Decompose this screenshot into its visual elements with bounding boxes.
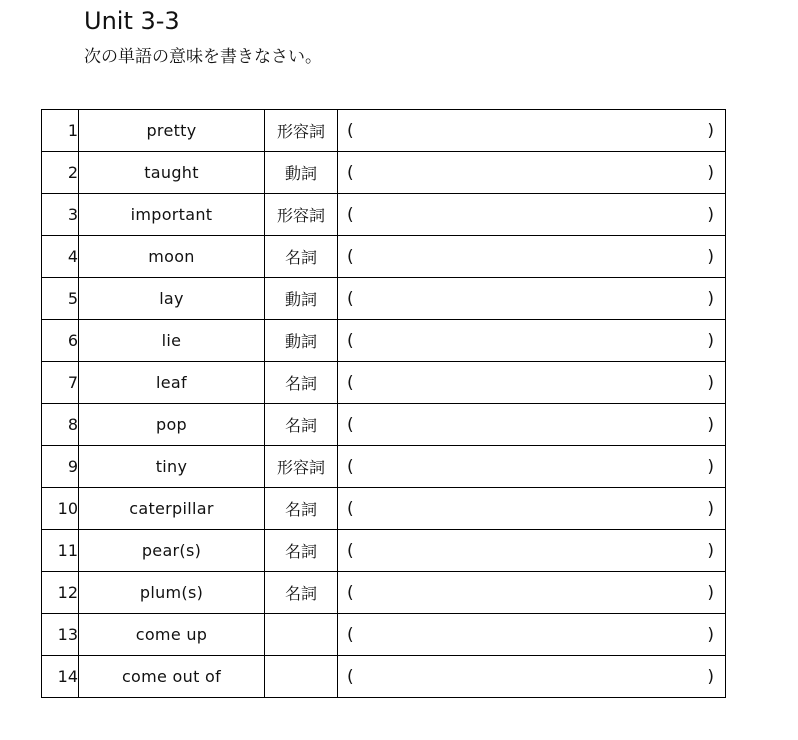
row-number: 6	[42, 320, 79, 362]
row-number: 8	[42, 404, 79, 446]
page-title: Unit 3-3	[84, 7, 180, 35]
close-paren: )	[707, 624, 714, 645]
english-word: pear(s)	[79, 530, 265, 572]
open-paren: (	[347, 666, 354, 687]
answer-field[interactable]	[338, 236, 726, 278]
part-of-speech	[265, 614, 338, 656]
row-number: 9	[42, 446, 79, 488]
part-of-speech: 動詞	[265, 278, 338, 320]
row-number: 5	[42, 278, 79, 320]
english-word: pretty	[79, 110, 265, 152]
row-number: 4	[42, 236, 79, 278]
vocabulary-table	[41, 109, 726, 698]
open-paren: (	[347, 414, 354, 435]
open-paren: (	[347, 204, 354, 225]
english-word: come out of	[79, 656, 265, 698]
answer-field[interactable]	[338, 110, 726, 152]
table-row	[42, 278, 726, 320]
open-paren: (	[347, 330, 354, 351]
open-paren: (	[347, 120, 354, 141]
close-paren: )	[707, 666, 714, 687]
close-paren: )	[707, 372, 714, 393]
table-row	[42, 110, 726, 152]
row-number: 1	[42, 110, 79, 152]
table-row	[42, 320, 726, 362]
part-of-speech: 動詞	[265, 152, 338, 194]
answer-field[interactable]	[338, 404, 726, 446]
part-of-speech: 動詞	[265, 320, 338, 362]
instruction-text: 次の単語の意味を書きなさい。	[84, 47, 322, 67]
part-of-speech: 名詞	[265, 404, 338, 446]
row-number: 7	[42, 362, 79, 404]
close-paren: )	[707, 498, 714, 519]
english-word: lie	[79, 320, 265, 362]
row-number: 14	[42, 656, 79, 698]
english-word: taught	[79, 152, 265, 194]
english-word: tiny	[79, 446, 265, 488]
open-paren: (	[347, 288, 354, 309]
close-paren: )	[707, 330, 714, 351]
answer-field[interactable]	[338, 488, 726, 530]
answer-field[interactable]	[338, 278, 726, 320]
english-word: important	[79, 194, 265, 236]
english-word: plum(s)	[79, 572, 265, 614]
part-of-speech: 名詞	[265, 530, 338, 572]
part-of-speech: 形容詞	[265, 110, 338, 152]
close-paren: )	[707, 288, 714, 309]
answer-field[interactable]	[338, 362, 726, 404]
english-word: moon	[79, 236, 265, 278]
open-paren: (	[347, 498, 354, 519]
close-paren: )	[707, 204, 714, 225]
open-paren: (	[347, 582, 354, 603]
english-word: pop	[79, 404, 265, 446]
table-row	[42, 656, 726, 698]
close-paren: )	[707, 456, 714, 477]
close-paren: )	[707, 414, 714, 435]
answer-field[interactable]	[338, 152, 726, 194]
part-of-speech: 名詞	[265, 362, 338, 404]
close-paren: )	[707, 582, 714, 603]
table-row	[42, 446, 726, 488]
row-number: 2	[42, 152, 79, 194]
table-row	[42, 236, 726, 278]
open-paren: (	[347, 246, 354, 267]
close-paren: )	[707, 246, 714, 267]
row-number: 13	[42, 614, 79, 656]
part-of-speech: 名詞	[265, 236, 338, 278]
answer-field[interactable]	[338, 446, 726, 488]
part-of-speech	[265, 656, 338, 698]
answer-field[interactable]	[338, 656, 726, 698]
english-word: come up	[79, 614, 265, 656]
table-row	[42, 404, 726, 446]
answer-field[interactable]	[338, 320, 726, 362]
part-of-speech: 名詞	[265, 488, 338, 530]
close-paren: )	[707, 540, 714, 561]
part-of-speech: 形容詞	[265, 446, 338, 488]
part-of-speech: 形容詞	[265, 194, 338, 236]
vocabulary-table-body	[42, 110, 726, 698]
open-paren: (	[347, 540, 354, 561]
answer-field[interactable]	[338, 572, 726, 614]
answer-field[interactable]	[338, 194, 726, 236]
close-paren: )	[707, 162, 714, 183]
row-number: 10	[42, 488, 79, 530]
row-number: 3	[42, 194, 79, 236]
table-row	[42, 362, 726, 404]
table-row	[42, 614, 726, 656]
table-row	[42, 572, 726, 614]
table-row	[42, 530, 726, 572]
part-of-speech: 名詞	[265, 572, 338, 614]
english-word: caterpillar	[79, 488, 265, 530]
table-row	[42, 488, 726, 530]
answer-field[interactable]	[338, 614, 726, 656]
open-paren: (	[347, 162, 354, 183]
row-number: 12	[42, 572, 79, 614]
open-paren: (	[347, 372, 354, 393]
close-paren: )	[707, 120, 714, 141]
table-row	[42, 194, 726, 236]
open-paren: (	[347, 624, 354, 645]
open-paren: (	[347, 456, 354, 477]
row-number: 11	[42, 530, 79, 572]
table-row	[42, 152, 726, 194]
answer-field[interactable]	[338, 530, 726, 572]
english-word: lay	[79, 278, 265, 320]
english-word: leaf	[79, 362, 265, 404]
